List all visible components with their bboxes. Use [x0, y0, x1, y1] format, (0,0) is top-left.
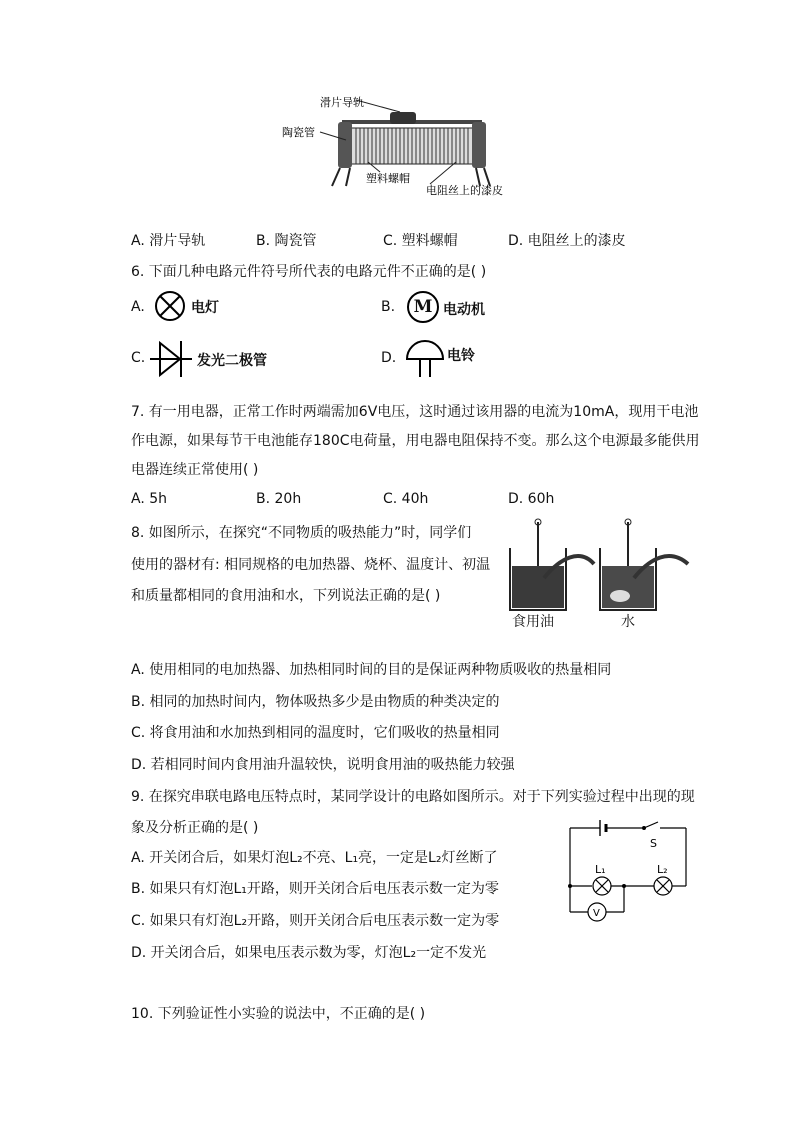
tube-label: 陶瓷管 [282, 126, 315, 139]
oil-label: 食用油 [512, 614, 554, 630]
q9-line1: 9. 在探究串联电路电压特点时，某同学设计的电路如图所示。对于下列实验过程中出现的现 [131, 789, 695, 805]
q6-c-label: 发光二极管 [197, 353, 267, 369]
q7-line3: 电器连续正常使用( ) [131, 462, 259, 478]
paint-label: 电阻丝上的漆皮 [426, 184, 503, 197]
q8-line1: 8. 如图所示，在探究“不同物质的吸热能力”时，同学们 [131, 525, 472, 541]
q6-b-label: 电动机 [443, 302, 485, 318]
lamp1-label: L₁ [595, 863, 606, 876]
water-label: 水 [621, 614, 635, 630]
q8-line3: 和质量都相同的食用油和水，下列说法正确的是( ) [131, 588, 441, 604]
cap-label: 塑料螺帽 [366, 172, 410, 185]
q9-option-a: A. 开关闭合后，如果灯泡L₂不亮、L₁亮，一定是L₂灯丝断了 [131, 850, 498, 866]
q7-option-a: A. 5h [131, 491, 168, 507]
q8-option-b: B. 相同的加热时间内，物体吸热多少是由物质的种类决定的 [131, 694, 500, 710]
q9-option-b: B. 如果只有灯泡L₁开路，则开关闭合后电压表示数一定为零 [131, 881, 499, 897]
q9-option-d: D. 开关闭合后，如果电压表示数为零，灯泡L₂一定不发光 [131, 945, 487, 961]
q8-line2: 使用的器材有: 相同规格的电加热器、烧杯、温度计、初温 [131, 557, 491, 573]
lamp2-label: L₂ [657, 863, 668, 876]
series-circuit-figure [562, 818, 692, 922]
q9-line2: 象及分析正确的是( ) [131, 820, 259, 836]
diode-symbol-icon [150, 337, 192, 381]
rail-label: 滑片导轨 [320, 96, 364, 109]
q5-option-b: B. 陶瓷管 [256, 233, 317, 249]
rheostat-figure [280, 90, 530, 200]
q7-option-c: C. 40h [383, 491, 429, 507]
q5-option-a: A. 滑片导轨 [131, 233, 206, 249]
q7-line2: 作电源，如果每节干电池能存180C电荷量，用电器电阻保持不变。那么这个电源最多能供用 [131, 433, 700, 449]
q6-a-label: 电灯 [191, 300, 219, 316]
motor-symbol-icon: M [407, 291, 439, 323]
lamp-symbol-icon [153, 289, 187, 323]
q6-b-letter: B. [381, 299, 396, 315]
q6-d-label: 电铃 [447, 348, 475, 364]
q8-option-c: C. 将食用油和水加热到相同的温度时，它们吸收的热量相同 [131, 725, 500, 741]
q6-c-letter: C. [131, 350, 146, 366]
q8-option-a: A. 使用相同的电加热器、加热相同时间的目的是保证两种物质吸收的热量相同 [131, 662, 612, 678]
q9-option-c: C. 如果只有灯泡L₂开路，则开关闭合后电压表示数一定为零 [131, 913, 500, 929]
q10-stem: 10. 下列验证性小实验的说法中，不正确的是( ) [131, 1006, 426, 1022]
q6-stem: 6. 下面几种电路元件符号所代表的电路元件不正确的是( ) [131, 264, 487, 280]
voltmeter-label: V [593, 908, 600, 919]
q7-option-d: D. 60h [508, 491, 555, 507]
q5-option-c: C. 塑料螺帽 [383, 233, 458, 249]
q8-option-d: D. 若相同时间内食用油升温较快，说明食用油的吸热能力较强 [131, 757, 515, 773]
beaker-figure [500, 518, 695, 616]
q7-option-b: B. 20h [256, 491, 302, 507]
switch-label: S [650, 837, 657, 850]
bell-symbol-icon [404, 339, 446, 379]
q6-a-letter: A. [131, 299, 145, 315]
q6-d-letter: D. [381, 350, 397, 366]
q7-line1: 7. 有一用电器，正常工作时两端需加6V电压，这时通过该用器的电流为10mA，现用干电池 [131, 404, 699, 420]
q5-option-d: D. 电阻丝上的漆皮 [508, 233, 626, 249]
